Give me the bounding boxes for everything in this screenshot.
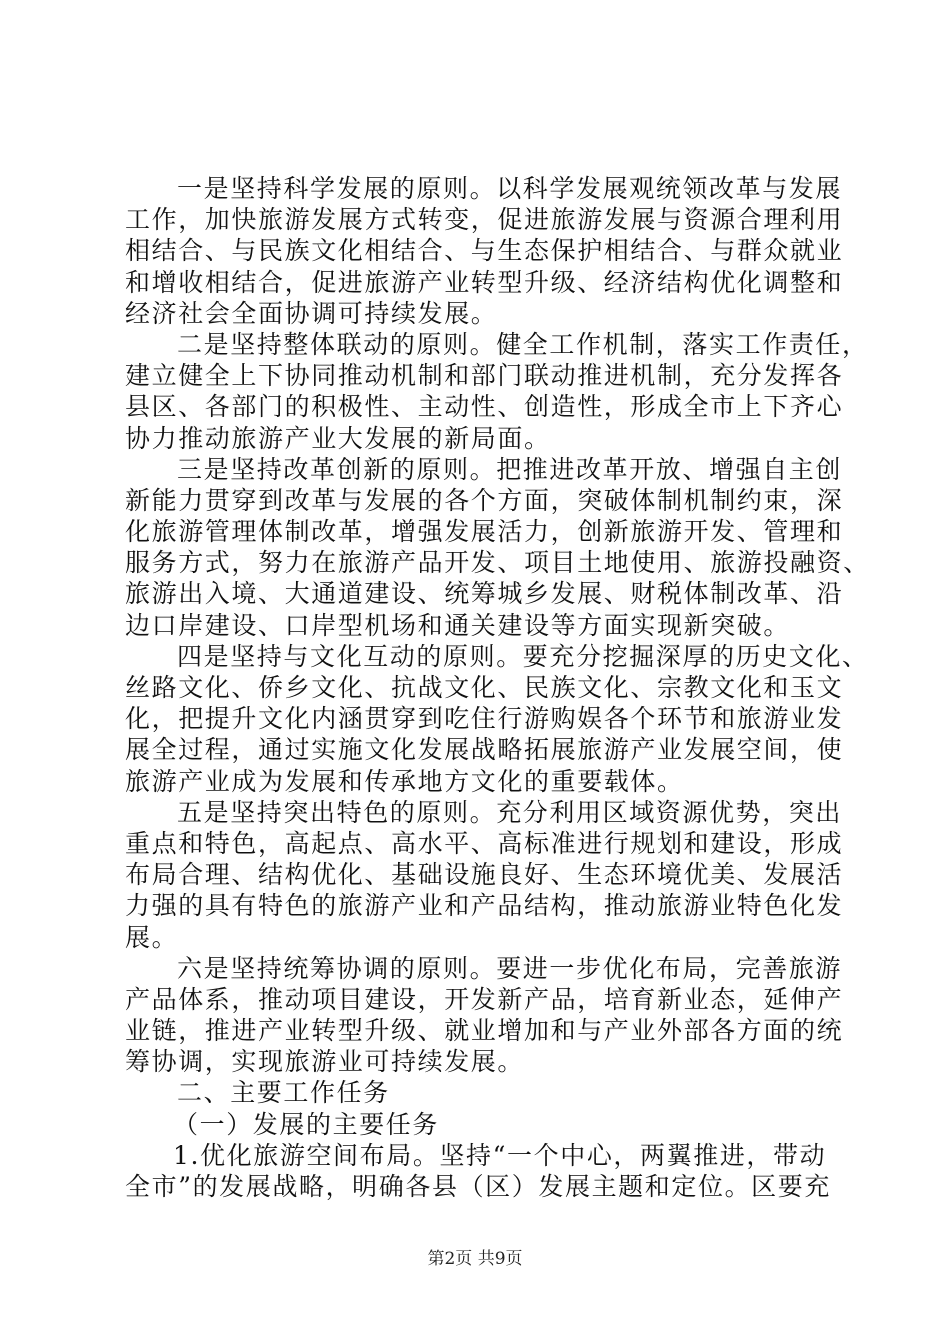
paragraph-line: 旅游产业成为发展和传承地方文化的重要载体。 [125, 766, 684, 796]
page-number-footer: 第2页 共9页 [427, 1249, 523, 1269]
paragraph-line: 布局合理、结构优化、基础设施良好、生态环境优美、发展活 [125, 860, 844, 890]
paragraph-line: 重点和特色，高起点、高水平、高标准进行规划和建设，形成 [125, 828, 844, 858]
paragraph-line: 展全过程，通过实施文化发展战略拓展旅游产业发展空间，使 [125, 735, 844, 765]
paragraph-line: 建立健全上下协同推动机制和部门联动推进机制，充分发挥各 [125, 361, 844, 391]
paragraph-line: 丝路文化、侨乡文化、抗战文化、民族文化、宗教文化和玉文 [125, 673, 844, 702]
paragraph-line: 四是坚持与文化互动的原则。要充分挖掘深厚的历史文化、 [177, 641, 869, 671]
paragraph-line: 化，把提升文化内涵贯穿到吃住行游购娱各个环节和旅游业发 [125, 704, 844, 734]
paragraph-line: 力强的具有特色的旅游产业和产品结构，推动旅游业特色化发 [125, 891, 844, 921]
paragraph-line: 新能力贯穿到改革与发展的各个方面，突破体制机制约束，深 [125, 485, 844, 515]
paragraph-line: 工作，加快旅游发展方式转变，促进旅游发展与资源合理利用 [125, 205, 844, 235]
paragraph-line: 旅游出入境、大通道建设、统筹城乡发展、财税体制改革、沿 [125, 579, 844, 609]
paragraph-line: 筹协调，实现旅游业可持续发展。 [125, 1047, 525, 1077]
paragraph-line: 经济社会全面协调可持续发展。 [125, 298, 498, 328]
paragraph-line: 一是坚持科学发展的原则。以科学发展观统领改革与发展 [177, 174, 843, 203]
paragraph-line: 县区、各部门的积极性、主动性、创造性，形成全市上下齐心 [125, 392, 844, 422]
paragraph-line: 业链，推进产业转型升级、就业增加和与产业外部各方面的统 [125, 1016, 844, 1046]
paragraph-line: 二是坚持整体联动的原则。健全工作机制，落实工作责任， [177, 329, 869, 359]
paragraph-line: 三是坚持改革创新的原则。把推进改革开放、增强自主创 [177, 454, 843, 484]
paragraph-line: 服务方式，努力在旅游产品开发、项目土地使用、旅游投融资、 [125, 548, 870, 578]
paragraph-line: 化旅游管理体制改革，增强发展活力，创新旅游开发、管理和 [125, 517, 844, 547]
document-body [125, 173, 870, 1202]
subsection-heading: （一）发展的主要任务 [173, 1109, 440, 1139]
paragraph-line: 产品体系，推动项目建设，开发新产品，培育新业态，延伸产 [125, 984, 844, 1014]
paragraph-line: 相结合、与民族文化相结合、与生态保护相结合、与群众就业 [125, 236, 844, 266]
paragraph-line: 六是坚持统筹协调的原则。要进一步优化布局，完善旅游 [177, 953, 843, 983]
paragraph-line: 1.优化旅游空间布局。坚持“一个中心，两翼推进，带动 [173, 1140, 827, 1170]
paragraph-line: 协力推动旅游产业大发展的新局面。 [125, 423, 551, 453]
paragraph-line: 五是坚持突出特色的原则。充分利用区域资源优势，突出 [177, 797, 843, 827]
paragraph-line: 展。 [125, 922, 179, 952]
paragraph-line: 和增收相结合，促进旅游产业转型升级、经济结构优化调整和 [125, 267, 844, 297]
paragraph-line: 边口岸建设、口岸型机场和通关建设等方面实现新突破。 [125, 610, 791, 640]
section-heading: 二、主要工作任务 [177, 1078, 390, 1108]
paragraph-line: 全市”的发展战略，明确各县（区）发展主题和定位。区要充 [125, 1172, 831, 1201]
